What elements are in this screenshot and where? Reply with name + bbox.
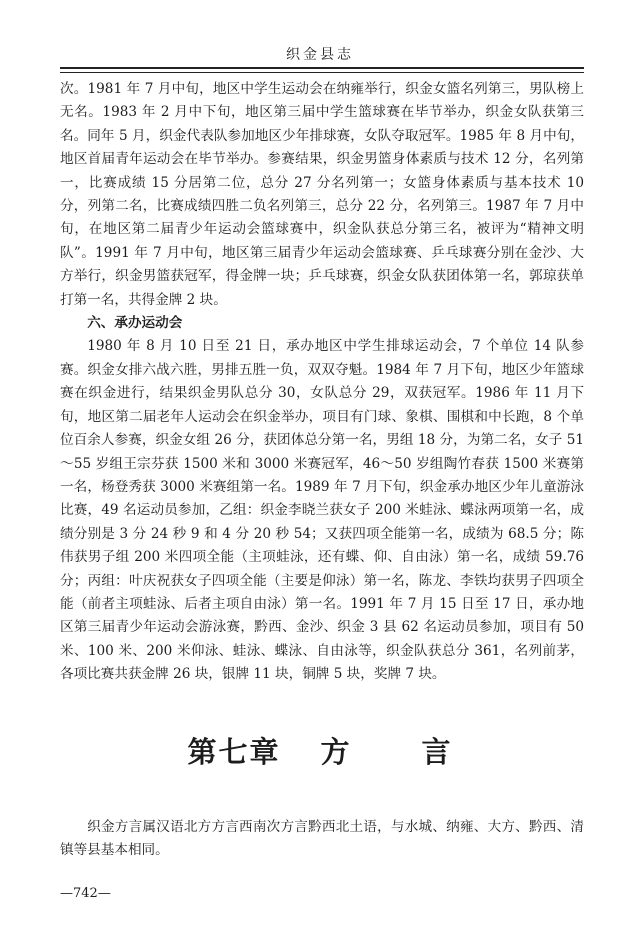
continued-paragraph: 次。1981 年 7 月中旬，地区中学生运动会在纳雍举行，织金女篮名列第三，男队榜上无名。1983 年 2 月中下旬，地区第三届中学生篮球赛在毕节举办，织金女队获第三名。同年 5 月，织金代表队参加地区少年排球赛，女队夺取冠军。1985 年 8 月中旬，地区首届青年运动会在毕节举办。参赛结果，织金男篮身体素质与技术 12 分，名列第一，比赛成绩 15 分居第二位，总分 27 分名列第一；女篮身体素质与基本技术 10 分，列第二名，比赛成绩四胜二负名列第三，总分 22 分，名列第三。1987 年 7 月中旬，在地区第二届青少年运动会篮球赛中，织金队获总分第三名，被评为“精神文明队”。1991 年 7 月中旬，地区第三届青少年运动会篮球赛、乒乓球赛分别在金沙、大方举行，织金男篮获冠军，得金牌一块；乒乓球赛，织金女队获团体第一名，郭琼获单打第一名，共得金牌 2 块。 (60, 81, 584, 308)
header-rule-thick (60, 67, 584, 69)
chapter-title (0, 730, 640, 771)
chapter-intro-paragraph: 织金方言属汉语北方方言西南次方言黔西北土语，与水城、纳雍、大方、黔西、清镇等县基本相同。 (60, 819, 584, 859)
section-heading-hosting: 六、承办运动会 (87, 315, 183, 332)
chapter-intro (60, 816, 584, 863)
page-number: —742— (60, 886, 111, 901)
header-rule-thin (60, 72, 584, 73)
chapter-title-char-1: 方 (320, 735, 352, 769)
section-text (60, 78, 584, 687)
header-title: 织金县志 (286, 47, 354, 63)
chapter-title-char-2: 言 (421, 735, 453, 769)
hosting-paragraph: 1980 年 8 月 10 日至 21 日，承办地区中学生排球运动会，7 个单位 14 队参赛。织金女排六战六胜，男排五胜一负，双双夺魁。1984 年 7 月下旬，地区少年篮球赛在织金进行，结果织金男队总分 30，女队总分 29，双获冠军。1986 年 11 月下旬，地区第二届老年人运动会在织金举办，项目有门球、象棋、围棋和中长跑，8 个单位百余人参赛，织金女组 26 分，获团体总分第一名，男组 18 分，为第二名，女子 51～55 岁组王宗芬获 1500 米和 3000 米赛冠军，46～50 岁组陶竹春获 1500 米赛第一名，杨登秀获 3000 米赛组第一名。1989 年 7 月下旬，织金承办地区少年儿童游泳比赛，49 名运动员参加，乙组：织金李晓兰获女子 200 米蛙泳、蝶泳两项第一名，成绩分别是 3 分 24 秒 9 和 4 分 20 秒 54；又获四项全能第一名，成绩为 68.5 分；陈伟获男子组 200 米四项全能（主项蛙泳，还有蝶、仰、自由泳）第一名，成绩 59.76 分；丙组：叶庆祝获女子四项全能（主要是仰泳）第一名，陈龙、李铁均获男子四项全能（前者主项蛙泳、后者主项自由泳）第一名。1991 年 7 月 15 日至 17 日，承办地区第三届青少年运动会游泳赛，黔西、金沙、织金 3 县 62 名运动员参加，项目有 50 米、100 米、200 米仰泳、蛙泳、蝶泳、自由泳等，织金队获总分 361，名列前茅，各项比赛共获金牌 26 块，银牌 11 块，铜牌 5 块，奖牌 7 块。 (60, 338, 584, 683)
chapter-number: 第七章 (187, 735, 281, 769)
